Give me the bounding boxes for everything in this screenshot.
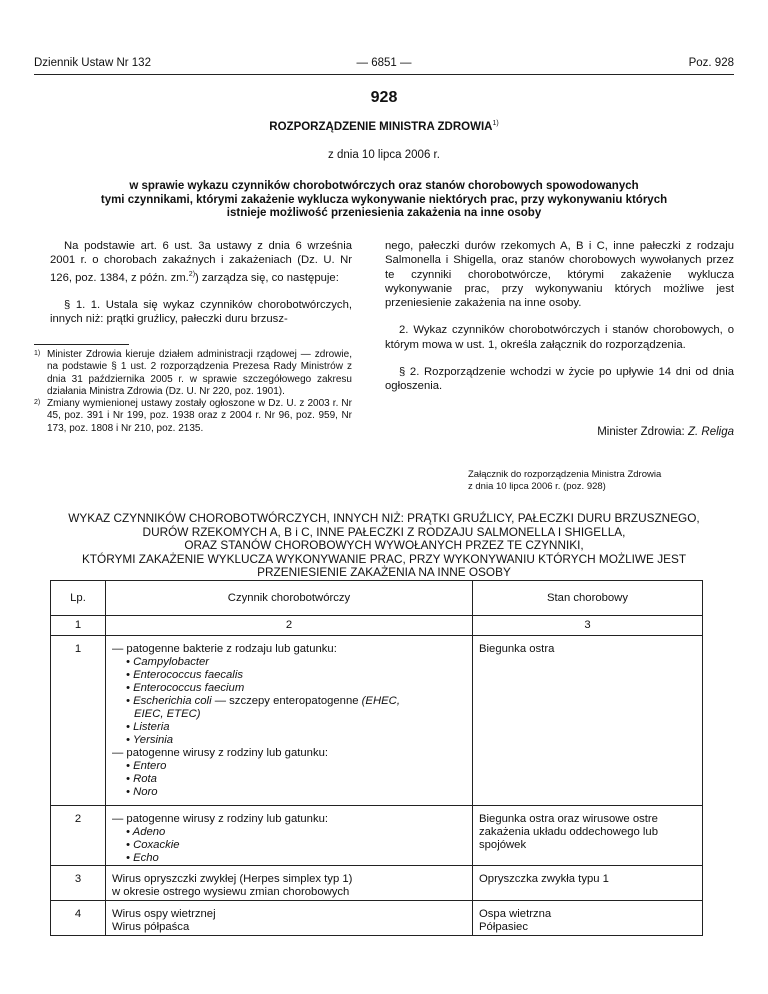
table-header-row bbox=[51, 581, 703, 616]
pathogen-item: • Adeno bbox=[126, 826, 166, 838]
row-lp: 1 bbox=[51, 636, 106, 806]
footnote-ref-2: 2) bbox=[188, 270, 196, 278]
page-number: — 6851 — bbox=[356, 57, 412, 69]
list-title-line: PRZENIESIENIE ZAKAŻENIA NA INNE OSOBY bbox=[257, 565, 511, 580]
col-number: 2 bbox=[106, 616, 473, 636]
annex-reference bbox=[468, 469, 661, 493]
row-condition bbox=[473, 806, 703, 866]
pathogen-table bbox=[50, 580, 703, 936]
list-title-line: KTÓRYMI ZAKAŻENIE WYKLUCZA WYKONYWANIE PRAC, PRZY WYKONYWANIU KTÓRYCH MOŻLIWE JEST bbox=[81, 551, 687, 566]
condition-line: Półpasiec bbox=[479, 921, 528, 933]
header-condition: Stan chorobowy bbox=[473, 581, 703, 616]
pathogen-item: • Coxackie bbox=[126, 839, 180, 851]
act-date: z dnia 10 lipca 2006 r. bbox=[328, 149, 440, 161]
left-column bbox=[50, 239, 352, 326]
preamble-start: Na podstawie art. 6 ust. 3a ustawy z dnia 6 września 2001 r. o chorobach zakaźnych i zakażeniach (Dz. U. Nr 126, poz. 1384, z późn. zm. bbox=[50, 240, 352, 284]
column-number-row bbox=[51, 616, 703, 636]
footnote-mark: 1) bbox=[34, 350, 41, 357]
table-row bbox=[51, 901, 703, 936]
right-column bbox=[385, 239, 734, 394]
paragraph-1-1: § 1. 1. Ustala się wykaz czynników chorobotwórczych, innych niż: prątki gruźlicy, pałeczki duru brzusz- bbox=[50, 298, 352, 325]
act-title bbox=[34, 120, 734, 133]
annex-line: z dnia 10 lipca 2006 r. (poz. 928) bbox=[468, 481, 606, 492]
row-factor bbox=[106, 806, 473, 866]
table-row bbox=[51, 866, 703, 901]
row-lp: 2 bbox=[51, 806, 106, 866]
row-factor bbox=[106, 901, 473, 936]
list-title-line: DURÓW RZEKOMYCH A, B i C, INNE PAŁECZKI Z RODZAJU SALMONELLA I SHIGELLA, bbox=[142, 524, 626, 539]
row-lp: 3 bbox=[51, 866, 106, 901]
footnote-rule bbox=[34, 344, 129, 345]
table-row bbox=[51, 636, 703, 806]
header-factor: Czynnik chorobotwórczy bbox=[106, 581, 473, 616]
pathogen-item: • Enterococcus faecalis bbox=[126, 669, 243, 681]
factor-line: Wirus półpaśca bbox=[112, 921, 190, 933]
list-title-line: ORAZ STANÓW CHOROBOWYCH WYWOŁANYCH PRZEZ TE CZYNNIKI, bbox=[184, 538, 584, 553]
document-page bbox=[34, 0, 734, 994]
factor-line: Wirus opryszczki zwykłej (Herpes simplex typ 1) bbox=[112, 873, 353, 885]
header-lp: Lp. bbox=[51, 581, 106, 616]
header-rule bbox=[34, 74, 734, 75]
footnote-text: Minister Zdrowia kieruje działem administracji rządowej — zdrowie, na podstawie § 1 ust. 2 rozporządzenia Prezesa Rady Ministrów z dnia 31 października 2005 r. w sprawie szczegółowego zakresu działania Ministra Zdrowia (Dz. U. Nr 220, poz. 1901). bbox=[47, 349, 352, 398]
preamble-end: ) zarządza się, co następuje: bbox=[195, 271, 339, 284]
factor-group-header: — patogenne bakterie z rodzaju lub gatunku: bbox=[112, 643, 337, 655]
pathogen-codes: (EHEC, bbox=[361, 695, 400, 707]
factor-group-header: — patogenne wirusy z rodziny lub gatunku: bbox=[112, 813, 329, 825]
pathogen-item: • Entero bbox=[126, 760, 167, 772]
pathogen-note: — szczepy enteropatogenne bbox=[211, 695, 362, 707]
pathogen-item: • Enterococcus faecium bbox=[126, 682, 245, 694]
row-lp: 4 bbox=[51, 901, 106, 936]
factor-group-header: — patogenne wirusy z rodziny lub gatunku: bbox=[112, 747, 329, 759]
footnote-1 bbox=[34, 349, 352, 399]
condition-line: zakażenia układu oddechowego lub bbox=[479, 826, 659, 838]
paragraph-1-1-continued: nego, pałeczki durów rzekomych A, B i C, inne pałeczki z rodzaju Salmonella i Shigella, oraz stanów chorobowych wywołanych przez te czynniki chorobotwórcze, którymi zakażenie wyklucza wykonywanie prac, przy wykonywaniu których możliwe jest przeniesienie zakażenia na inne osoby. bbox=[385, 240, 734, 310]
pathogen-name: • Escherichia coli bbox=[126, 695, 212, 707]
pathogen-codes: EIEC, ETEC) bbox=[134, 708, 201, 720]
pathogen-item bbox=[112, 695, 466, 708]
paragraph-1-2: 2. Wykaz czynników chorobotwórczych i stanów chorobowych, o którym mowa w ust. 1, określa załącznik do rozporządzenia. bbox=[385, 324, 734, 351]
running-header bbox=[34, 57, 734, 71]
footnote-2 bbox=[34, 398, 352, 436]
pathogen-item: • Listeria bbox=[126, 721, 170, 733]
condition-line: spojówek bbox=[479, 839, 527, 851]
act-number: 928 bbox=[370, 89, 398, 106]
pathogen-item: • Yersinia bbox=[126, 734, 174, 746]
row-condition: Opryszczka zwykła typu 1 bbox=[473, 866, 703, 901]
signature bbox=[597, 426, 734, 438]
list-title-line: WYKAZ CZYNNIKÓW CHOROBOTWÓRCZYCH, INNYCH NIŻ: PRĄTKI GRUŹLICY, PAŁECZKI DURU BRZUSZNEGO, bbox=[68, 511, 700, 525]
position-number: Poz. 928 bbox=[688, 57, 734, 69]
footnote-text: Zmiany wymienionej ustawy zostały ogłoszone w Dz. U. z 2003 r. Nr 45, poz. 391 i Nr 199, poz. 1938 oraz z 2004 r. Nr 96, poz. 959, Nr 173, poz. 1808 i Nr 210, poz. 2135. bbox=[47, 398, 352, 434]
row-condition: Biegunka ostra bbox=[473, 636, 703, 806]
condition-line: Biegunka ostra oraz wirusowe ostre bbox=[479, 813, 658, 825]
act-title-text: ROZPORZĄDZENIE MINISTRA ZDROWIA bbox=[269, 120, 493, 133]
pathogen-item: • Rota bbox=[126, 773, 157, 785]
annex-line: Załącznik do rozporządzenia Ministra Zdrowia bbox=[468, 469, 662, 480]
row-condition bbox=[473, 901, 703, 936]
row-factor bbox=[106, 866, 473, 901]
preamble bbox=[50, 239, 352, 285]
journal-name: Dziennik Ustaw Nr 132 bbox=[34, 57, 151, 69]
subject-line: tymi czynnikami, którymi zakażenie wyklucza wykonywanie niektórych prac, przy wykonywaniu których bbox=[100, 193, 668, 206]
row-factor bbox=[106, 636, 473, 806]
subject-line: w sprawie wykazu czynników chorobotwórczych oraz stanów chorobowych spowodowanych bbox=[129, 180, 639, 192]
col-number: 1 bbox=[51, 616, 106, 636]
footnote-mark: 2) bbox=[34, 399, 41, 406]
signature-name: Z. Religa bbox=[687, 426, 734, 438]
list-title bbox=[34, 512, 734, 580]
pathogen-item: • Noro bbox=[126, 786, 158, 798]
col-number: 3 bbox=[473, 616, 703, 636]
factor-line: w okresie ostrego wysiewu zmian chorobowych bbox=[112, 886, 350, 898]
factor-line: Wirus ospy wietrznej bbox=[112, 908, 216, 920]
paragraph-2: § 2. Rozporządzenie wchodzi w życie po upływie 14 dni od dnia ogłoszenia. bbox=[385, 366, 734, 393]
pathogen-item: • Campylobacter bbox=[126, 656, 210, 668]
condition-line: Ospa wietrzna bbox=[479, 908, 552, 920]
footnote-ref-1: 1) bbox=[492, 120, 499, 127]
pathogen-item: • Echo bbox=[126, 852, 159, 864]
act-subject bbox=[34, 180, 734, 221]
subject-line: istnieje możliwość przeniesienia zakażenia na inne osoby bbox=[226, 207, 542, 219]
signature-label: Minister Zdrowia: bbox=[597, 426, 685, 438]
table-row bbox=[51, 806, 703, 866]
